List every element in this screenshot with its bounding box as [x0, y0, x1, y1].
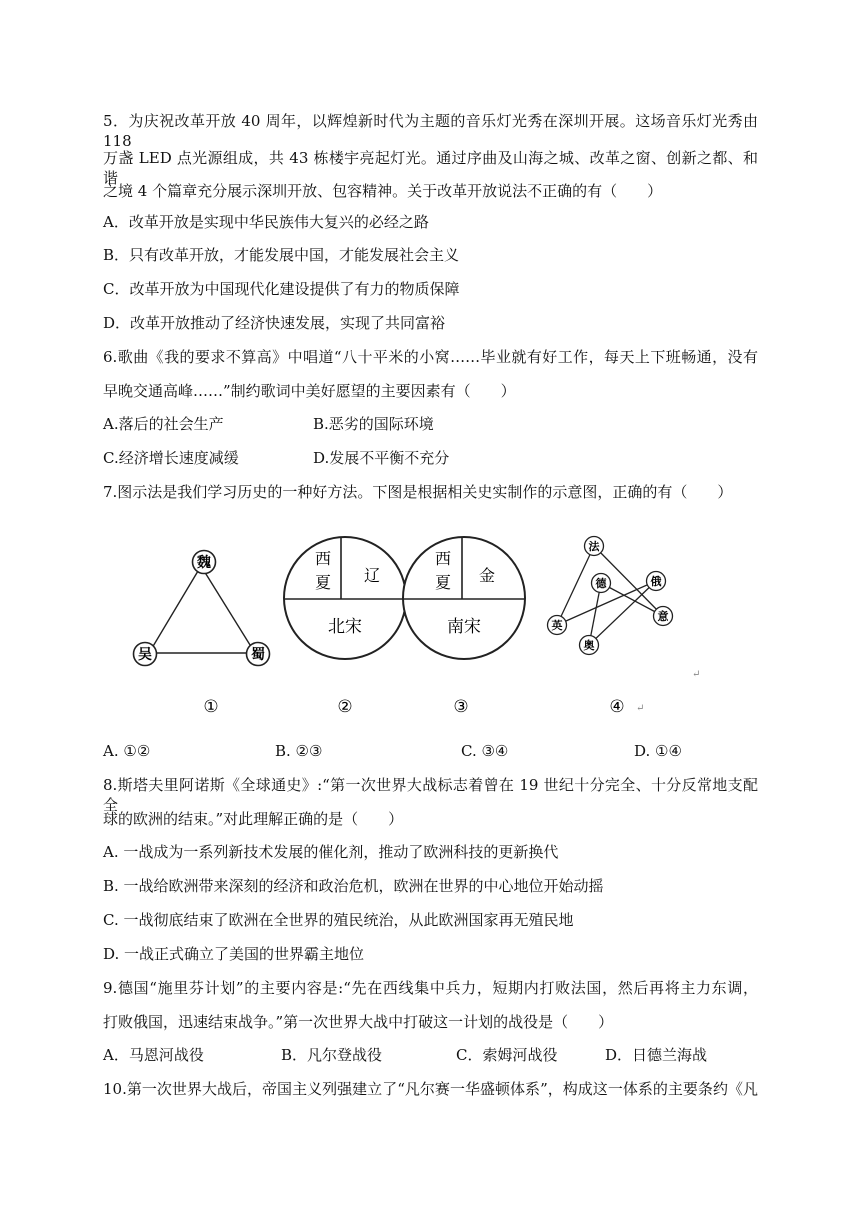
fig1-wei: 魏 [197, 555, 211, 571]
figure-1-triangle [134, 551, 270, 718]
q5-option-a: A．改革开放是实现中华民族伟大复兴的必经之路 [103, 213, 429, 231]
q9-option-b: B．凡尔登战役 [281, 1046, 383, 1064]
fig2-liao: 辽 [363, 566, 381, 585]
q6-option-d: D.发展不平衡不充分 [313, 449, 450, 467]
q5-option-d: D．改革开放推动了经济快速发展，实现了共同富裕 [103, 314, 446, 332]
fig3-xi: 西 [434, 549, 452, 568]
q5-stem-line3: 之境 4 个篇章充分展示深圳开放、包容精神。关于改革开放说法不正确的有（ ） [103, 182, 663, 200]
q6-option-c: C.经济增长速度减缓 [103, 449, 239, 467]
q9-option-c: C．索姆河战役 [456, 1046, 558, 1064]
svg-text:↵: ↵ [636, 703, 645, 714]
q7-option-c: C. ③④ [461, 742, 509, 760]
fig4-italy: 意 [657, 610, 669, 623]
fig4-france: 法 [588, 540, 600, 553]
fig3-jin: 金 [478, 566, 496, 585]
fig2-number: ② [337, 697, 353, 717]
q8-stem-line2: 球的欧洲的结束。”对此理解正确的是（ ） [103, 810, 404, 828]
fig2-beisong: 北宋 [328, 617, 362, 637]
fig4-number: ④ [609, 697, 625, 717]
q7-option-b: B. ②③ [275, 742, 323, 760]
q7-diagrams [0, 525, 860, 745]
svg-text:↵: ↵ [692, 669, 701, 680]
fig1-number: ① [203, 697, 219, 717]
q5-stem-line2: 万盏 LED 点光源组成，共 43 栋楼宇亮起灯光。通过序曲及山海之城、改革之窗、创新之都、和谐 [103, 149, 758, 187]
q5-option-b: B．只有改革开放，才能发展中国，才能发展社会主义 [103, 246, 460, 264]
q5-stem-line1: 5．为庆祝改革开放 40 周年，以辉煌新时代为主题的音乐灯光秀在深圳开展。这场音乐灯光秀由 118 [103, 112, 758, 150]
q7-stem-line1: 7.图示法是我们学习历史的一种好方法。下图是根据相关史实制作的示意图，正确的有（ ） [103, 483, 733, 501]
q10-stem-line1: 10.第一次世界大战后，帝国主义列强建立了“凡尔赛一华盛顿体系”，构成这一体系的主要条约《凡 [103, 1080, 758, 1098]
q9-stem-line1: 9.德国“施里芬计划”的主要内容是:“先在西线集中兵力，短期内打败法国，然后再将主力东调， [103, 979, 758, 997]
figure-4-network [548, 537, 701, 718]
q7-option-d: D. ①④ [634, 742, 682, 760]
fig3-xia: 夏 [434, 573, 452, 592]
fig4-britain: 英 [551, 619, 563, 632]
q8-option-c: C. 一战彻底结束了欧洲在全世界的殖民统治，从此欧洲国家再无殖民地 [103, 911, 574, 929]
q5-option-c: C．改革开放为中国现代化建设提供了有力的物质保障 [103, 280, 460, 298]
q9-stem-line2: 打败俄国，迅速结束战争。”第一次世界大战中打破这一计划的战役是（ ） [103, 1013, 614, 1031]
q6-option-b: B.恶劣的国际环境 [313, 415, 434, 433]
q9-option-a: A．马恩河战役 [103, 1046, 204, 1064]
q6-stem-line1: 6.歌曲《我的要求不算高》中唱道“八十平米的小窝……毕业就有好工作，每天上下班畅通，没有 [103, 348, 758, 366]
fig4-germany: 德 [595, 577, 607, 590]
q6-option-a: A.落后的社会生产 [103, 415, 224, 433]
fig1-wu: 吴 [138, 647, 152, 663]
fig2-xia: 夏 [314, 573, 332, 592]
fig3-number: ③ [453, 697, 469, 717]
q8-option-a: A. 一战成为一系列新技术发展的催化剂，推动了欧洲科技的更新换代 [103, 843, 559, 861]
fig4-russia: 俄 [650, 575, 662, 588]
q8-option-d: D. 一战正式确立了美国的世界霸主地位 [103, 945, 365, 963]
fig1-shu: 蜀 [251, 647, 265, 663]
q6-stem-line2: 早晚交通高峰……”制约歌词中美好愿望的主要因素有（ ） [103, 382, 516, 400]
fig2-xi: 西 [314, 549, 332, 568]
q8-option-b: B. 一战给欧洲带来深刻的经济和政治危机，欧洲在世界的中心地位开始动摇 [103, 877, 604, 895]
q7-option-a: A. ①② [103, 742, 151, 760]
figure-3-circle [403, 537, 525, 717]
q8-stem-line1: 8.斯塔夫里阿诺斯《全球通史》:“第一次世界大战标志着曾在 19 世纪十分完全、十分反常地支配全 [103, 776, 758, 814]
fig4-austria: 奥 [583, 639, 595, 652]
q9-option-d: D．日德兰海战 [605, 1046, 708, 1064]
fig3-nansong: 南宋 [447, 617, 481, 637]
figure-2-circle [284, 537, 406, 717]
